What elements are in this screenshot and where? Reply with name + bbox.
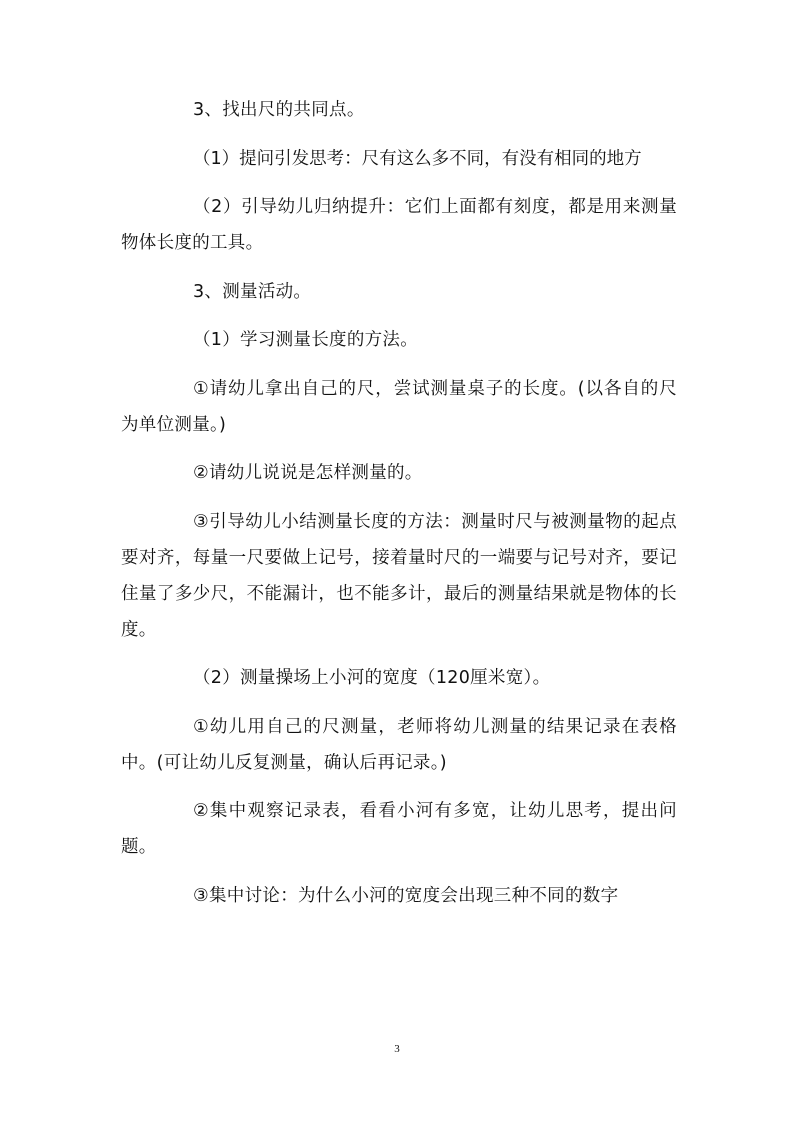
paragraph-guide-summary: （2）引导幼儿归纳提升：它们上面都有刻度，都是用来测量物体长度的工具。: [121, 197, 677, 253]
paragraph-river-step-2: ②集中观察记录表，看看小河有多宽，让幼儿思考，提出问题。: [121, 801, 677, 857]
paragraph-river-step-3: ③集中讨论：为什么小河的宽度会出现三种不同的数字: [193, 885, 619, 906]
heading-find-common-points: 3、找出尺的共同点。: [193, 100, 365, 120]
page-number: 3: [394, 1043, 400, 1055]
document-body: [121, 92, 677, 926]
paragraph-step-1: ①请幼儿拿出自己的尺，尝试测量桌子的长度。(以各自的尺为单位测量。): [121, 378, 677, 435]
heading-measuring-activity: 3、测量活动。: [193, 281, 312, 302]
paragraph-step-2: ②请幼儿说说是怎样测量的。: [193, 463, 423, 483]
paragraph-step-3: ③引导幼儿小结测量长度的方法：测量时尺与被测量物的起点要对齐，每量一尺要做上记号，接着量时尺的一端要与记号对齐，要记住量了多少尺，不能漏计，也不能多计，最后的测量结果就是物体的长度。: [121, 511, 677, 640]
paragraph-measure-river: （2）测量操场上小河的宽度（120厘米宽）。: [193, 668, 551, 688]
paragraph-river-step-1: ①幼儿用自己的尺测量，老师将幼儿测量的结果记录在表格中。(可让幼儿反复测量，确认后再记录。): [121, 716, 677, 773]
paragraph-learn-method: （1）学习测量长度的方法。: [193, 330, 419, 350]
paragraph-question-prompt: （1）提问引发思考：尺有这么多不同，有没有相同的地方: [193, 148, 642, 169]
